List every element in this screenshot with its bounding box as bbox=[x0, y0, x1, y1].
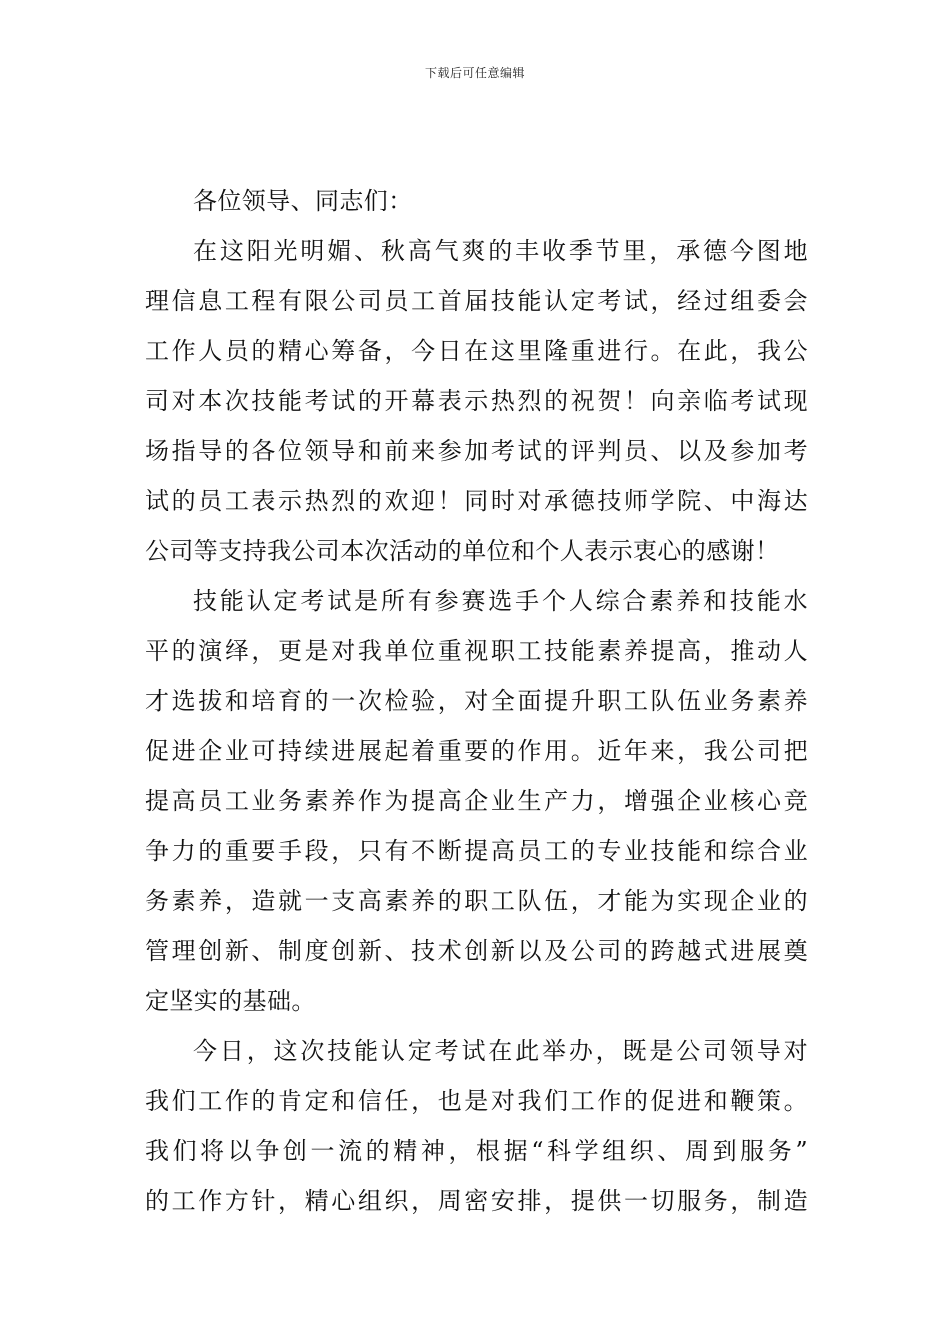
text-line: 我们工作的肯定和信任，也是对我们工作的促进和鞭策。 bbox=[145, 1087, 808, 1115]
text-line: 公司等支持我公司本次活动的单位和个人表示衷心的感谢！ bbox=[145, 537, 780, 565]
paragraph-opening bbox=[145, 226, 808, 576]
salutation-paragraph bbox=[145, 176, 808, 226]
text-line: 各位领导、同志们： bbox=[193, 187, 413, 215]
text-line: 试的员工表示热烈的欢迎！同时对承德技师学院、中海达 bbox=[145, 487, 808, 515]
page-header: 下载后可任意编辑 bbox=[424, 66, 525, 80]
text-line: 工作人员的精心筹备，今日在这里隆重进行。在此，我公 bbox=[145, 337, 808, 365]
text-line: 平的演绎，更是对我单位重视职工技能素养提高，推动人 bbox=[145, 637, 808, 665]
text-line: 促进企业可持续进展起着重要的作用。近年来，我公司把 bbox=[145, 737, 808, 765]
text-line: 理信息工程有限公司员工首届技能认定考试，经过组委会 bbox=[145, 287, 808, 315]
text-line: 才选拔和培育的一次检验，对全面提升职工队伍业务素养 bbox=[145, 687, 808, 715]
text-line: 技能认定考试是所有参赛选手个人综合素养和技能水 bbox=[193, 587, 808, 615]
text-line: 管理创新、制度创新、技术创新以及公司的跨越式进展奠 bbox=[145, 937, 808, 965]
text-line: 争力的重要手段，只有不断提高员工的专业技能和综合业 bbox=[145, 837, 808, 865]
paragraph-skills-exam bbox=[145, 576, 808, 1026]
text-line: 的工作方针，精心组织，周密安排，提供一切服务，制造 bbox=[145, 1187, 808, 1215]
text-line: 在这阳光明媚、秋高气爽的丰收季节里，承德今图地 bbox=[193, 237, 808, 265]
text-line: 提高员工业务素养作为提高企业生产力，增强企业核心竞 bbox=[145, 787, 808, 815]
text-line: 定坚实的基础。 bbox=[145, 987, 316, 1015]
text-line: 今日，这次技能认定考试在此举办，既是公司领导对 bbox=[193, 1037, 808, 1065]
paragraph-today bbox=[145, 1026, 808, 1226]
text-line: 我们将以争创一流的精神，根据“科学组织、周到服务” bbox=[145, 1137, 808, 1165]
text-line: 务素养，造就一支高素养的职工队伍，才能为实现企业的 bbox=[145, 887, 808, 915]
text-line: 场指导的各位领导和前来参加考试的评判员、以及参加考 bbox=[145, 437, 808, 465]
document-body bbox=[145, 176, 808, 1226]
text-line: 司对本次技能考试的开幕表示热烈的祝贺！向亲临考试现 bbox=[145, 387, 808, 415]
